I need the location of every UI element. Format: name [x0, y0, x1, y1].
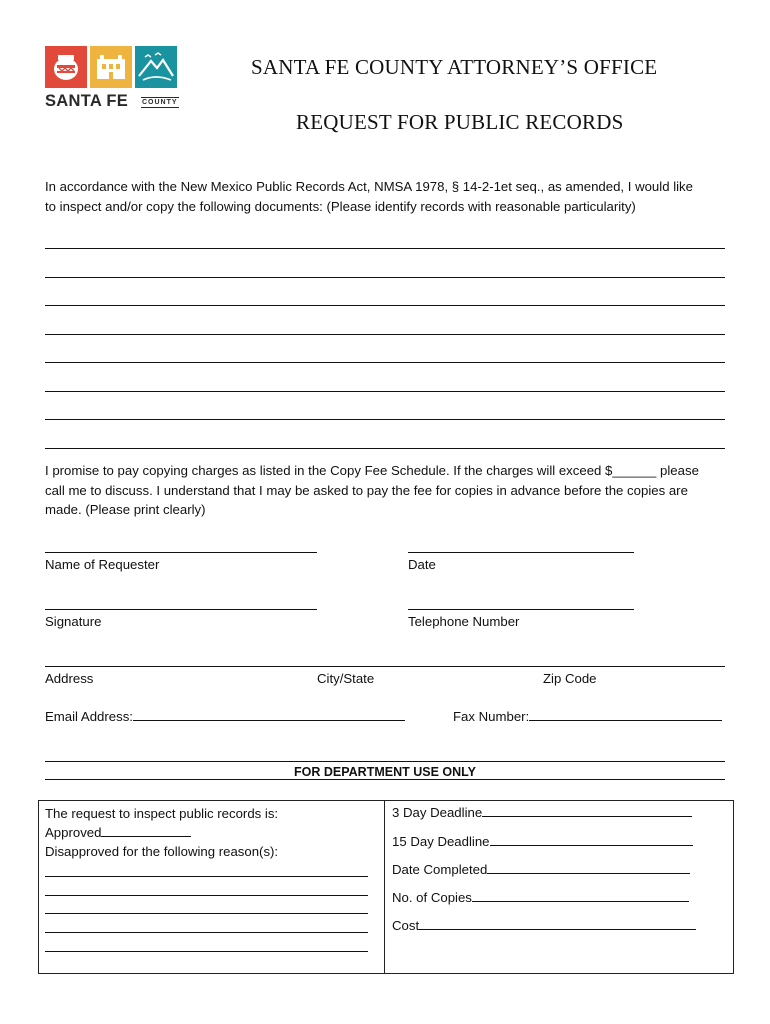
department-left-column [45, 804, 375, 861]
disapproved-label: Disapproved for the following reason(s): [45, 844, 279, 859]
fifteen-day-deadline-input-line[interactable] [490, 833, 693, 846]
name-label: Name of Requester [45, 557, 160, 572]
city-state-label: City/State [317, 671, 375, 686]
logo-wordmark: SANTA FE [45, 92, 129, 110]
fifteen-day-deadline-field[interactable] [392, 833, 693, 849]
fax-field[interactable] [453, 708, 722, 724]
fax-label: Fax Number: [453, 709, 530, 724]
promise-line-3: made. (Please print clearly) [45, 502, 206, 517]
cost-field[interactable] [392, 917, 696, 933]
description-line[interactable] [45, 448, 725, 449]
adobe-building-icon [90, 46, 132, 88]
logo-county-label: COUNTY [142, 99, 178, 106]
intro-line-2: to inspect and/or copy the following documents: (Please identify records with reasonable particularity) [45, 198, 636, 214]
date-completed-input-line[interactable] [487, 861, 690, 874]
date-completed-label: Date Completed [392, 862, 488, 877]
date-label: Date [408, 557, 436, 572]
mountains-icon [135, 46, 177, 88]
description-line[interactable] [45, 305, 725, 306]
reason-line[interactable] [45, 913, 368, 914]
reason-line[interactable] [45, 932, 368, 933]
pottery-icon [45, 46, 87, 88]
form-title: REQUEST FOR PUBLIC RECORDS [296, 110, 624, 134]
copies-field[interactable] [392, 889, 689, 905]
promise-paragraph [45, 461, 735, 520]
email-label: Email Address: [45, 709, 133, 724]
cost-input-line[interactable] [419, 917, 696, 930]
date-completed-field[interactable] [392, 861, 690, 877]
logo-tile-red [45, 46, 87, 88]
approved-field[interactable] [45, 823, 375, 842]
promise-line-2: call me to discuss. I understand that I may be asked to pay the fee for copies in advance before the copies are [45, 482, 688, 498]
approved-input-line[interactable] [101, 824, 191, 837]
reason-line[interactable] [45, 951, 368, 952]
telephone-input-line[interactable] [408, 609, 634, 610]
copies-label: No. of Copies [392, 890, 472, 905]
promise-line-1: I promise to pay copying charges as listed in the Copy Fee Schedule. If the charges will exceed $______ please [45, 463, 699, 478]
department-box-divider [384, 800, 385, 974]
description-line[interactable] [45, 391, 725, 392]
three-day-deadline-field[interactable] [392, 804, 692, 820]
email-input-line[interactable] [133, 708, 405, 721]
intro-line-1: In accordance with the New Mexico Public Records Act, NMSA 1978, § 14-2-1et seq., as amended, I would like [45, 179, 693, 194]
signature-input-line[interactable] [45, 609, 317, 610]
address-label: Address [45, 671, 94, 686]
name-input-line[interactable] [45, 552, 317, 553]
description-line[interactable] [45, 419, 725, 420]
telephone-label: Telephone Number [408, 614, 520, 629]
logo-tile-teal [135, 46, 177, 88]
address-input-line[interactable] [45, 666, 725, 667]
description-line[interactable] [45, 248, 725, 249]
logo-tile-yellow [90, 46, 132, 88]
date-input-line[interactable] [408, 552, 634, 553]
description-line[interactable] [45, 362, 725, 363]
reason-line[interactable] [45, 895, 368, 896]
signature-label: Signature [45, 614, 102, 629]
request-status-label: The request to inspect public records is: [45, 806, 279, 821]
reason-line[interactable] [45, 876, 368, 877]
cost-label: Cost [392, 918, 420, 933]
three-day-deadline-input-line[interactable] [482, 804, 692, 817]
approved-label: Approved [45, 825, 102, 840]
intro-paragraph [45, 177, 735, 216]
copies-input-line[interactable] [472, 889, 689, 902]
office-title: SANTA FE COUNTY ATTORNEY’S OFFICE [251, 55, 658, 79]
description-line[interactable] [45, 334, 725, 335]
zip-code-label: Zip Code [543, 671, 597, 686]
description-line[interactable] [45, 277, 725, 278]
fifteen-day-deadline-label: 15 Day Deadline [392, 834, 490, 849]
department-heading: FOR DEPARTMENT USE ONLY [45, 765, 725, 780]
three-day-deadline-label: 3 Day Deadline [392, 805, 483, 820]
email-field[interactable] [45, 708, 405, 724]
fax-input-line[interactable] [529, 708, 722, 721]
department-separator [45, 761, 725, 762]
